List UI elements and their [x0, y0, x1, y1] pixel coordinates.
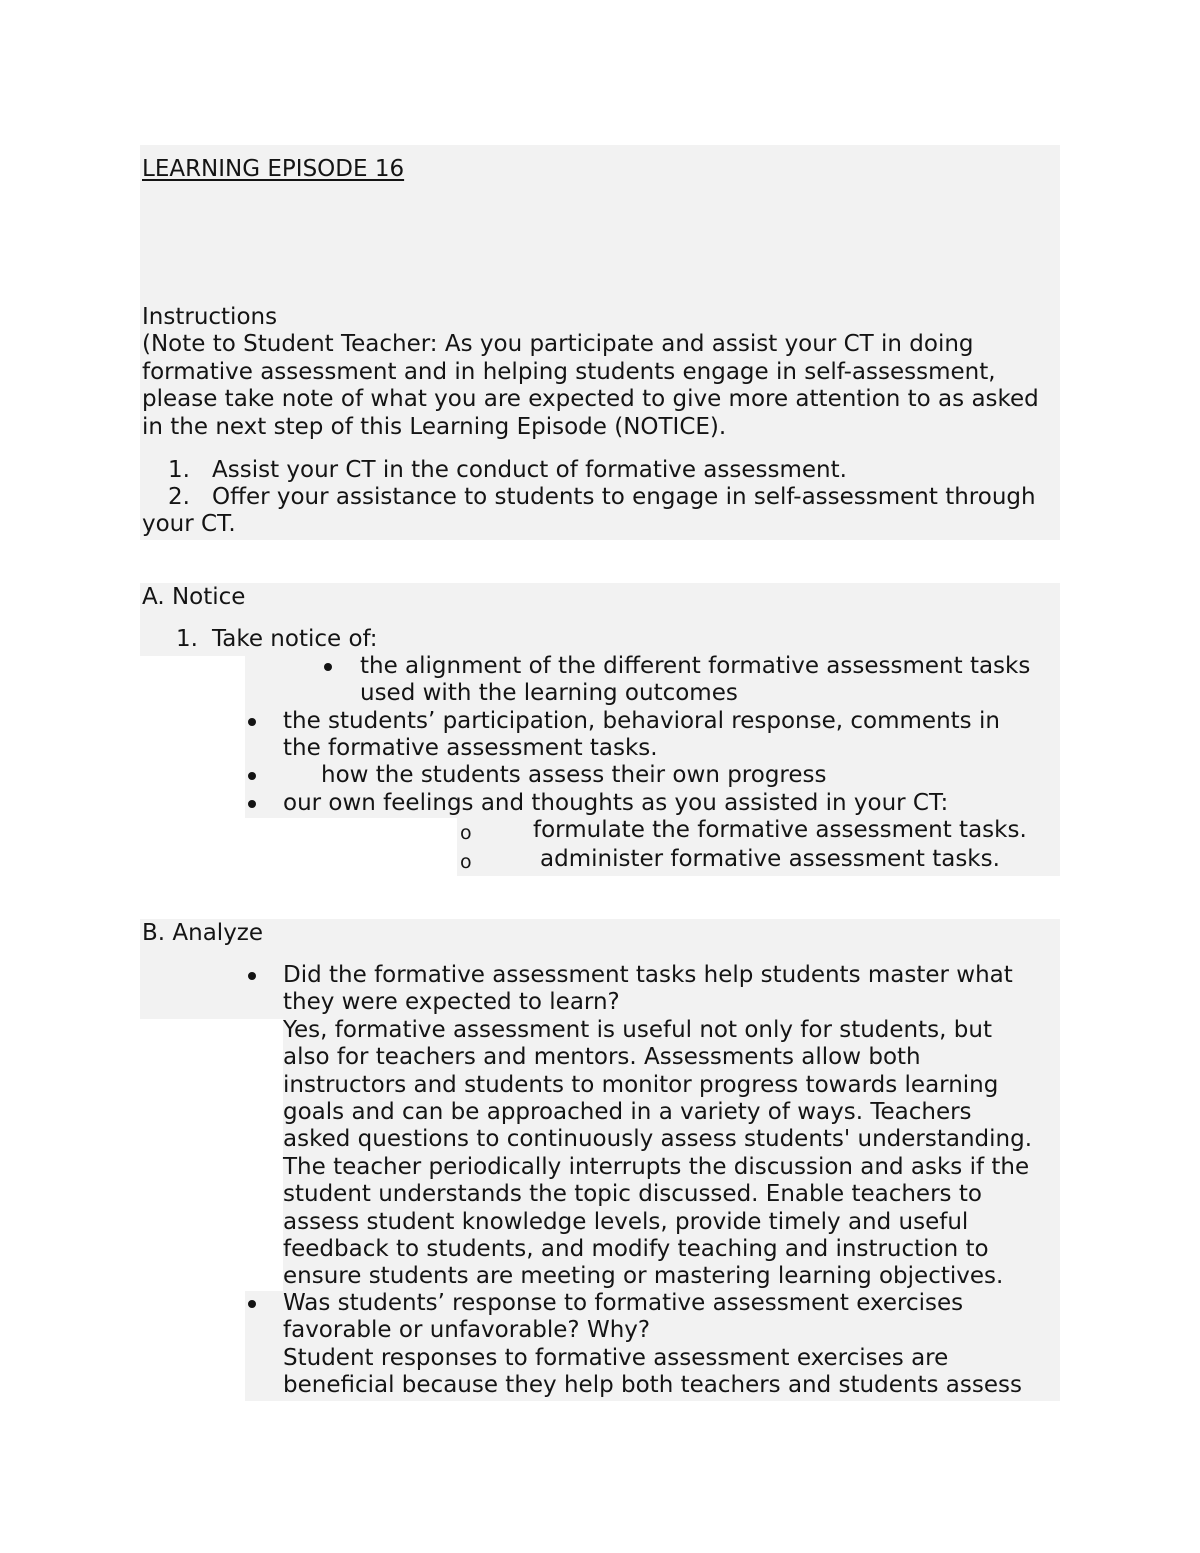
analyze-question-2: [283, 1290, 1060, 1400]
bullet-icon: [248, 800, 256, 808]
notice-bullet-line: the students’ participation, behavioral response, comments in: [283, 708, 1000, 734]
bullet-icon: [248, 1300, 256, 1308]
question-line: favorable or unfavorable? Why?: [283, 1317, 651, 1344]
question-line: Did the formative assessment tasks help students master what: [283, 962, 1013, 988]
bullet-icon: [248, 972, 256, 980]
notice-bullet-line: used with the learning outcomes: [360, 680, 738, 706]
bullet-icon: [324, 663, 332, 671]
question-line: Was students’ response to formative assessment exercises: [283, 1290, 964, 1316]
answer-line: The teacher periodically interrupts the discussion and asks if the: [283, 1153, 1030, 1180]
sub-bullet-icon: o: [460, 851, 472, 873]
step-number: 1.: [168, 457, 190, 483]
instructions-section: [142, 304, 1062, 441]
answer-line: assess student knowledge levels, provide timely and useful: [283, 1208, 969, 1235]
answer-line: ensure students are meeting or mastering learning objectives.: [283, 1263, 1004, 1290]
answer-line: goals and can be approached in a variety of ways. Teachers: [283, 1099, 972, 1126]
analyze-question-1: [283, 962, 1060, 1291]
instructions-note-line: in the next step of this Learning Episode (NOTICE).: [142, 413, 727, 440]
notice-sub-line: formulate the formative assessment tasks.: [533, 817, 1027, 843]
instructions-note-line: (Note to Student Teacher: As you participate and assist your CT in doing: [142, 331, 974, 358]
answer-line: instructors and students to monitor progress towards learning: [283, 1071, 999, 1098]
bullet-icon: [248, 718, 256, 726]
step-text: Assist your CT in the conduct of formative assessment.: [212, 457, 847, 483]
notice-bullet-line: the alignment of the different formative assessment tasks: [360, 653, 1031, 679]
bullet-icon: [248, 772, 256, 780]
notice-sub-line: administer formative assessment tasks.: [540, 846, 1000, 872]
notice-bullet-line: our own feelings and thoughts as you assisted in your CT:: [283, 790, 949, 816]
answer-line: Yes, formative assessment is useful not only for students, but: [283, 1016, 992, 1043]
notice-item-text: Take notice of:: [212, 626, 378, 652]
instructions-note-line: formative assessment and in helping students engage in self-assessment,: [142, 358, 996, 385]
notice-item-number: 1.: [176, 626, 198, 652]
analyze-heading: B. Analyze: [142, 920, 264, 946]
notice-heading: A. Notice: [142, 584, 246, 610]
document-title-block: [142, 156, 1062, 183]
answer-line: student understands the topic discussed. Enable teachers to: [283, 1181, 982, 1208]
notice-bullet-line: how the students assess their own progress: [321, 762, 827, 788]
step-text: Offer your assistance to students to engage in self-assessment through: [212, 484, 1036, 510]
step-number: 2.: [168, 484, 190, 510]
document-title: LEARNING EPISODE 16: [142, 156, 405, 182]
step-continuation: your CT.: [142, 511, 236, 537]
notice-bullet-line: the formative assessment tasks.: [283, 735, 658, 761]
answer-line: feedback to students, and modify teaching and instruction to: [283, 1236, 989, 1263]
instructions-note-line: please take note of what you are expected to give more attention to as asked: [142, 386, 1039, 413]
answer-line: also for teachers and mentors. Assessments allow both: [283, 1044, 921, 1071]
sub-bullet-icon: o: [460, 822, 472, 844]
answer-line: Student responses to formative assessment exercises are: [283, 1344, 949, 1371]
instructions-heading: Instructions: [142, 304, 278, 330]
question-line: they were expected to learn?: [283, 989, 620, 1016]
answer-line: asked questions to continuously assess students' understanding.: [283, 1126, 1033, 1153]
answer-line: beneficial because they help both teachers and students assess: [283, 1372, 1022, 1399]
